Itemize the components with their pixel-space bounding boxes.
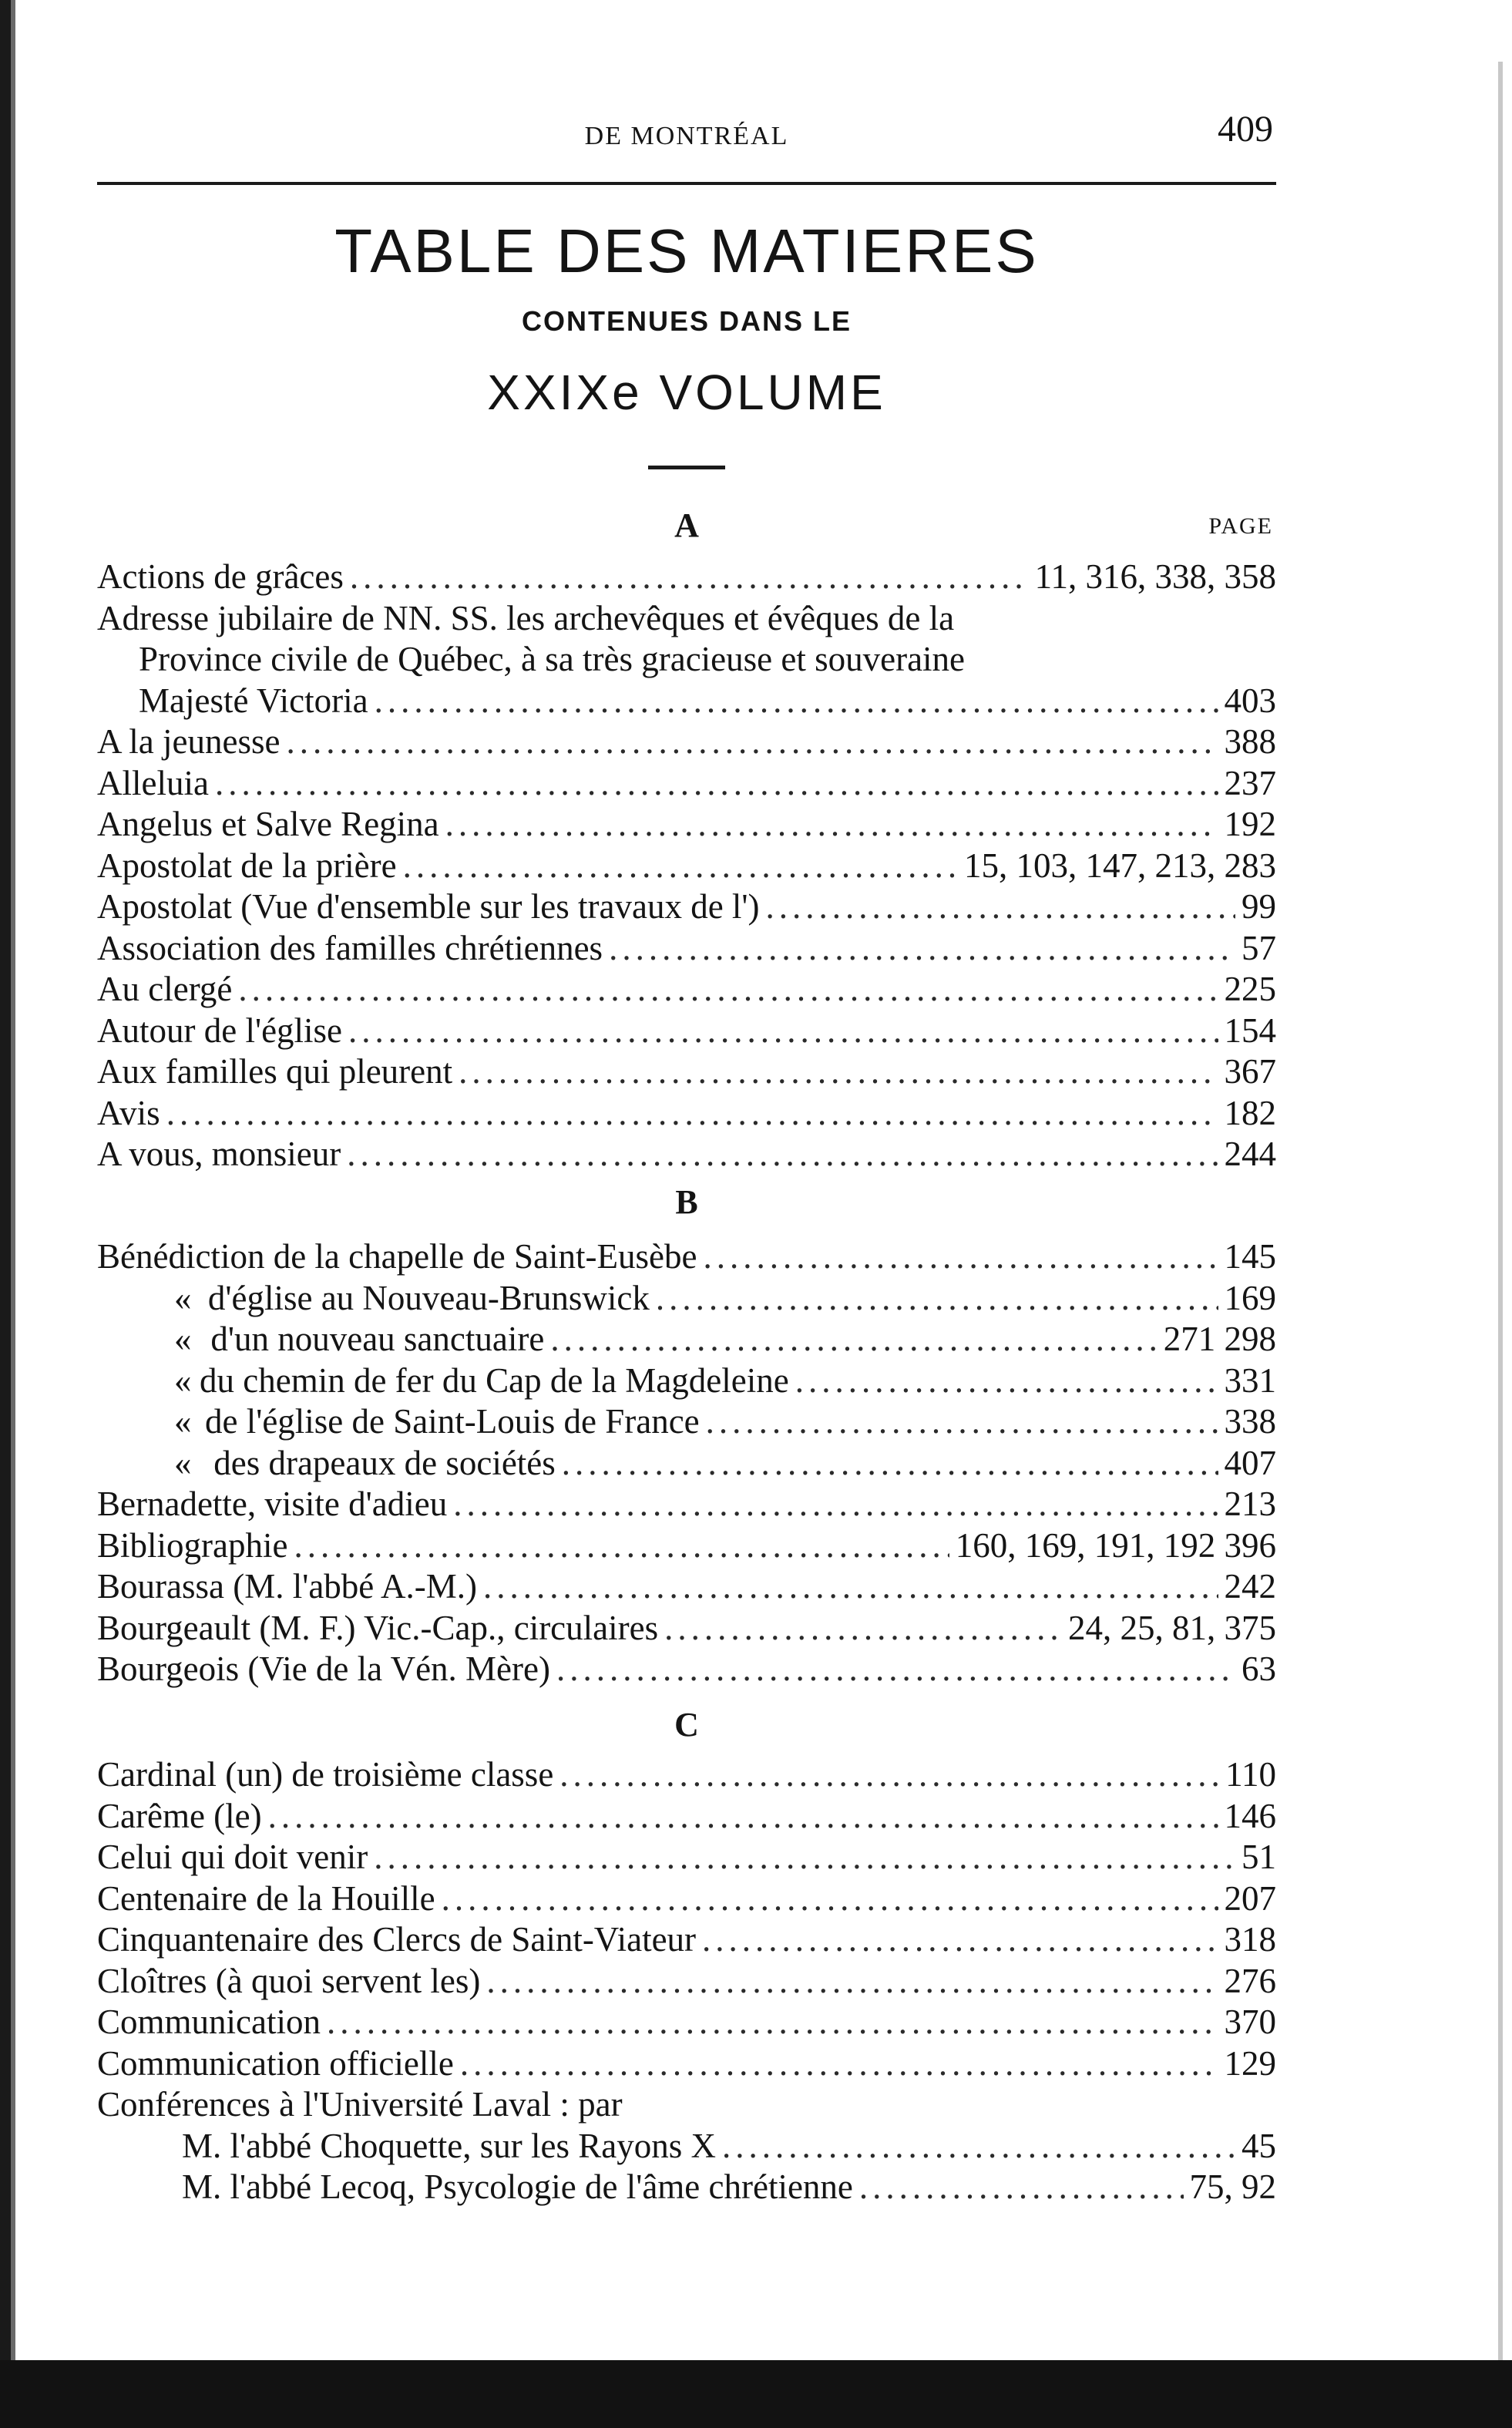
dot-leader: [559, 1754, 1219, 1796]
page-number: 409: [1218, 109, 1273, 150]
entry-title: Centenaire de la Houille: [97, 1878, 435, 1918]
toc-entry: [97, 1484, 1276, 1525]
entry-pages: 370: [1224, 2003, 1276, 2041]
entry-pages: 169: [1224, 1278, 1276, 1317]
entry-pages: 182: [1224, 1093, 1276, 1132]
volume-title: XXIXe VOLUME: [487, 365, 886, 420]
dot-leader: [350, 557, 1029, 598]
entry-pages: 57: [1242, 928, 1276, 967]
toc-entry: [97, 1278, 1276, 1320]
toc-entry: [97, 2167, 1276, 2208]
entry-title: Celui qui doit venir: [97, 1838, 368, 1876]
entry-title: Angelus et Salve Regina: [97, 805, 439, 843]
dot-leader: [702, 1919, 1218, 1961]
dot-leader: [348, 1011, 1218, 1052]
dot-leader: [703, 1236, 1218, 1278]
entry-pages: 99: [1242, 887, 1276, 926]
entry-title: Aux familles qui pleurent: [97, 1052, 453, 1091]
toc-entry: [97, 2126, 1276, 2167]
ditto-mark: «: [174, 1402, 192, 1441]
dot-leader: [706, 1401, 1218, 1443]
scan-border-left: [0, 0, 11, 2428]
entry-title: Apostolat de la prière: [97, 846, 397, 885]
entry-pages: 24, 25, 81, 375: [1068, 1608, 1276, 1647]
dot-leader: [215, 763, 1218, 805]
toc-entry: [97, 1093, 1276, 1135]
dot-leader: [268, 1796, 1218, 1838]
entry-pages: 237: [1224, 763, 1276, 802]
entry-title: Carême (le): [97, 1796, 262, 1835]
dot-leader: [286, 721, 1218, 763]
entry-pages: 11, 316, 338, 358: [1034, 557, 1276, 596]
entry-title: du chemin de fer du Cap de la Magdeleine: [200, 1360, 789, 1400]
entry-pages: 338: [1224, 1402, 1276, 1441]
entry-title: d'un nouveau sanctuaire: [210, 1320, 545, 1358]
toc-entry: [97, 598, 1276, 640]
entry-title: Actions de grâces: [97, 557, 344, 596]
entry-pages: 110: [1225, 1755, 1276, 1794]
entry-title: Conférences à l'Université Laval : par: [97, 2085, 623, 2124]
dot-leader: [294, 1525, 949, 1567]
entry-pages: 154: [1224, 1011, 1276, 1050]
toc-entry: [97, 2002, 1276, 2043]
book-page: [97, 0, 1276, 2428]
entry-pages: 244: [1224, 1135, 1276, 1173]
entry-pages: 15, 103, 147, 213, 283: [964, 846, 1276, 885]
entry-title: M. l'abbé Lecoq, Psycologie de l'âme chrétienne: [182, 2167, 853, 2206]
entry-title: d'église au Nouveau-Brunswick: [207, 1278, 650, 1317]
entry-title: Cinquantenaire des Clercs de Saint-Viateur: [97, 1920, 697, 1959]
toc-entry: [97, 1608, 1276, 1649]
entry-pages: 388: [1224, 722, 1276, 761]
toc-entry: [97, 1236, 1276, 1278]
entry-title: Bourassa (M. l'abbé A.-M.): [97, 1567, 478, 1606]
entry-title: Bourgeois (Vie de la Vén. Mère): [97, 1649, 550, 1688]
toc-entry: [97, 2043, 1276, 2085]
entry-pages: 160, 169, 191, 192 396: [955, 1525, 1276, 1565]
entry-title: Apostolat (Vue d'ensemble sur les travaux de l'): [97, 887, 760, 926]
dot-leader: [766, 886, 1235, 928]
dot-leader: [445, 804, 1218, 846]
entry-pages: 271 298: [1163, 1320, 1276, 1358]
entry-title: Bernadette, visite d'adieu: [97, 1485, 448, 1523]
toc-entry: [97, 1134, 1276, 1175]
entry-title: A la jeunesse: [97, 722, 281, 761]
entry-pages: 213: [1224, 1485, 1276, 1523]
entry-title: Province civile de Québec, à sa très gracieuse et souveraine: [139, 640, 966, 678]
dot-leader: [486, 1961, 1218, 2003]
toc-entry: [97, 886, 1276, 928]
running-head: [97, 108, 1276, 162]
ditto-mark: «: [174, 1278, 192, 1317]
main-title: TABLE DES MATIERES: [334, 217, 1039, 285]
dot-leader: [795, 1360, 1218, 1402]
section-letter-c: C: [674, 1706, 699, 1744]
entry-pages: 407: [1224, 1443, 1276, 1482]
ditto-mark: «: [174, 1360, 192, 1400]
toc-entry: [97, 721, 1276, 763]
dot-leader: [442, 1878, 1218, 1920]
section-a-entries: [97, 557, 1276, 1175]
entry-title: Communication officielle: [97, 2043, 454, 2083]
entry-title: Majesté Victoria: [139, 681, 368, 720]
entry-title: Bourgeault (M. F.) Vic.-Cap., circulaires: [97, 1608, 659, 1647]
entry-pages: 146: [1224, 1796, 1276, 1835]
toc-entry: [97, 1401, 1276, 1443]
entry-title: Cardinal (un) de troisième classe: [97, 1755, 554, 1794]
entry-pages: 331: [1224, 1360, 1276, 1400]
dot-leader: [562, 1443, 1218, 1485]
toc-entry: [97, 681, 1276, 722]
toc-entry: [97, 557, 1276, 598]
entry-pages: 45: [1242, 2126, 1276, 2165]
entry-title: des drapeaux de sociétés: [213, 1443, 556, 1482]
toc-entry: [97, 1796, 1276, 1838]
toc-entry: [97, 763, 1276, 805]
dot-leader: [166, 1093, 1218, 1135]
dot-leader: [347, 1134, 1218, 1175]
dot-leader: [238, 969, 1218, 1011]
scan-border-shadow: [11, 0, 15, 2428]
toc-entry: [97, 1837, 1276, 1878]
toc-entry: [97, 928, 1276, 970]
section-letter-b: B: [675, 1183, 698, 1221]
toc-entry: [97, 1525, 1276, 1567]
toc-entry: [97, 846, 1276, 887]
dot-leader: [327, 2002, 1218, 2043]
dot-leader: [459, 1051, 1218, 1093]
toc-entry: [97, 1051, 1276, 1093]
toc-entry: [97, 1360, 1276, 1402]
entry-pages: 207: [1224, 1878, 1276, 1918]
entry-pages: 192: [1224, 805, 1276, 843]
dot-leader: [609, 928, 1235, 970]
toc-entry: [97, 1319, 1276, 1360]
entry-pages: 225: [1224, 970, 1276, 1008]
dot-leader: [859, 2167, 1184, 2208]
page-column-label: PAGE: [1208, 513, 1273, 539]
entry-title: Association des familles chrétiennes: [97, 928, 603, 967]
section-letter-a: A: [674, 506, 699, 544]
entry-title: Alleluia: [97, 763, 209, 802]
entry-title: Au clergé: [97, 970, 233, 1008]
toc-entry: [97, 1754, 1276, 1796]
ditto-mark: «: [174, 1320, 192, 1358]
entry-title: Bénédiction de la chapelle de Saint-Eusèbe: [97, 1237, 697, 1276]
scan-border-bottom: [0, 2360, 1512, 2428]
toc-entry: [97, 969, 1276, 1011]
dot-leader: [453, 1484, 1218, 1525]
dot-leader: [374, 1837, 1235, 1878]
toc-entry: [97, 1443, 1276, 1485]
section-c-entries: [97, 1754, 1276, 2208]
dot-leader: [664, 1608, 1062, 1649]
entry-pages: 63: [1242, 1649, 1276, 1688]
ditto-mark: «: [174, 1443, 192, 1482]
toc-entry: [97, 2084, 1276, 2126]
entry-title: Adresse jubilaire de NN. SS. les archevêques et évêques de la: [97, 598, 955, 637]
dot-leader: [550, 1319, 1157, 1360]
toc-entry: [97, 639, 1276, 681]
dot-leader: [483, 1566, 1218, 1608]
dot-leader: [460, 2043, 1218, 2085]
entry-pages: 242: [1224, 1567, 1276, 1606]
entry-title: A vous, monsieur: [97, 1135, 341, 1173]
entry-title: Cloîtres (à quoi servent les): [97, 1961, 481, 2000]
entry-pages: 75, 92: [1189, 2167, 1276, 2206]
header-rule: [97, 182, 1276, 185]
entry-pages: 145: [1224, 1237, 1276, 1276]
toc-entry: [97, 1919, 1276, 1961]
scan-border-right: [1498, 62, 1503, 2413]
entry-title: Bibliographie: [97, 1525, 288, 1565]
entry-pages: 318: [1224, 1920, 1276, 1959]
toc-entry: [97, 1961, 1276, 2003]
dot-leader: [403, 846, 958, 887]
toc-entry: [97, 1649, 1276, 1690]
toc-entry: [97, 1878, 1276, 1920]
entry-title: de l'église de Saint-Louis de France: [204, 1402, 700, 1441]
dot-leader: [656, 1278, 1218, 1320]
entry-title: M. l'abbé Choquette, sur les Rayons X: [182, 2126, 717, 2165]
entry-pages: 367: [1224, 1052, 1276, 1091]
entry-title: Avis: [97, 1093, 160, 1132]
entry-title: Autour de l'église: [97, 1011, 343, 1050]
running-title: DE MONTRÉAL: [584, 122, 789, 150]
section-b-entries: [97, 1236, 1276, 1690]
title-rule: [648, 466, 725, 469]
subtitle: CONTENUES DANS LE: [521, 305, 852, 337]
dot-leader: [556, 1649, 1235, 1690]
entry-title: Communication: [97, 2003, 321, 2041]
toc-entry: [97, 804, 1276, 846]
toc-entry: [97, 1011, 1276, 1052]
dot-leader: [375, 681, 1218, 722]
entry-pages: 276: [1224, 1961, 1276, 2000]
entry-pages: 51: [1242, 1838, 1276, 1876]
entry-pages: 403: [1224, 681, 1276, 720]
entry-pages: 129: [1224, 2043, 1276, 2083]
dot-leader: [722, 2126, 1235, 2167]
toc-entry: [97, 1566, 1276, 1608]
